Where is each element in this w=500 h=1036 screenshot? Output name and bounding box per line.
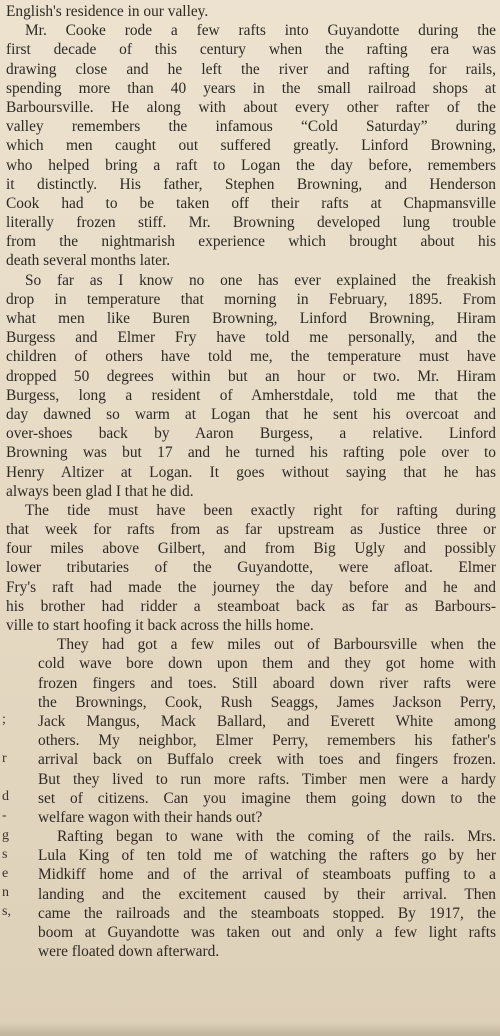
text-line: But they lived to run more rafts. Timber men were a hardy <box>38 770 496 788</box>
text-line: Mr. Cooke rode a few rafts into Guyandotte during the <box>25 22 496 40</box>
text-line: Browning was but 17 and he turned his rafting pole over to <box>6 444 496 462</box>
text-line: death several months later. <box>6 252 171 270</box>
text-line: that week for rafts from as far upstream as Justice three or <box>6 521 496 539</box>
text-line: came the railroads and the steamboats stopped. By 1917, the <box>38 904 496 922</box>
text-line: Fry's raft had made the journey the day before and he and <box>6 578 496 596</box>
text-line: Midkiff home and of the arrival of steamboats puffing to a <box>38 866 496 884</box>
text-line: drawing close and he left the river and rafting for rails, <box>6 60 496 78</box>
article-paragraph <box>6 271 496 501</box>
text-line: frozen fingers and toes. Still aboard down river rafts were <box>38 674 496 692</box>
text-line: arrival back on Buffalo creek with toes and fingers frozen. <box>38 751 496 769</box>
margin-fragment: d <box>2 789 9 805</box>
text-line: what men like Buren Browning, Linford Browning, Hiram <box>6 310 496 327</box>
text-line: landing and the excitement caused by their arrival. Then <box>38 885 496 903</box>
text-line: ville to start hoofing it back across the hills home. <box>6 617 314 634</box>
text-line: boom at Guyandotte was taken out and only a few light rafts <box>38 924 496 941</box>
margin-fragment: s <box>2 846 8 862</box>
text-line: drop in temperature that morning in February, 1895. From <box>6 290 496 308</box>
margin-fragment: g <box>2 827 9 843</box>
text-line: set of citizens. Can you imagine them going down to the <box>38 789 496 807</box>
margin-fragment: - <box>2 808 7 824</box>
text-line: always been glad I that he did. <box>6 482 194 500</box>
text-line: lower tributaries of the Guyandotte, were afloat. Elmer <box>6 559 496 577</box>
text-line: literally frozen stiff. Mr. Browning developed lung trouble <box>6 214 496 232</box>
margin-fragment: n <box>2 885 9 901</box>
text-line: who helped bring a raft to Logan the day before, remembers <box>6 156 496 174</box>
text-line: Rafting began to wane with the coming of the rails. Mrs. <box>57 828 496 846</box>
text-line: So far as I know no one has ever explained the freakish <box>25 271 496 289</box>
margin-fragment: r <box>2 750 7 766</box>
text-line: The tide must have been exactly right for rafting during <box>25 501 496 519</box>
text-line: cold wave bore down upon them and they got home with <box>38 655 496 673</box>
article-column <box>6 2 496 961</box>
text-line: valley remembers the infamous “Cold Saturday” during <box>6 118 496 136</box>
text-line: his brother had ridder a steamboat back as far as Barbours- <box>6 597 496 615</box>
page-bottom-shadow <box>0 1022 500 1036</box>
article-paragraph <box>6 2 496 21</box>
article-paragraph <box>6 827 496 961</box>
left-margin-fragments <box>0 0 14 1036</box>
article-paragraph <box>6 501 496 635</box>
text-line: English's residence in our valley. <box>6 3 209 20</box>
text-line: were floated down afterward. <box>38 943 220 961</box>
text-line: They had got a few miles out of Barboursville when the <box>57 636 496 654</box>
margin-fragment: s, <box>2 904 11 920</box>
text-line: four miles above Gilbert, and from Big Ugly and possibly <box>6 540 496 558</box>
text-line: from the nightmarish experience which brought about his <box>6 233 496 251</box>
text-line: over-shoes back by Aaron Burgess, a relative. Linford <box>6 425 496 443</box>
text-line: children of others have told me, the temperature must have <box>6 348 496 366</box>
text-line: the Brownings, Cook, Rush Seaggs, James Jackson Perry, <box>38 693 496 711</box>
text-line: spending more than 40 years in the small railroad shops at <box>6 79 496 97</box>
text-line: Barboursville. He along with about every other rafter of the <box>6 98 496 116</box>
text-line: Lula King of ten told me of watching the rafters go by her <box>38 847 496 865</box>
text-line: Jack Mangus, Mack Ballard, and Everett White among <box>38 712 496 730</box>
article-paragraph <box>6 21 496 270</box>
text-line: Cook had to be taken off their rafts at Chapmansville <box>6 194 496 212</box>
margin-fragment: ; <box>2 712 6 728</box>
text-line: day dawned so warm at Logan that he sent his overcoat and <box>6 405 496 423</box>
text-line: Burgess, long a resident of Amherstdale, told me that the <box>6 386 496 404</box>
margin-fragment: e <box>2 866 9 881</box>
text-line: dropped 50 degrees within but an hour or two. Mr. Hiram <box>6 367 496 385</box>
text-line: Henry Altizer at Logan. It goes without saying that he has <box>6 463 496 481</box>
text-line: it distinctly. His father, Stephen Browning, and Henderson <box>6 175 496 193</box>
text-line: which men caught out suffered greatly. Linford Browning, <box>6 137 496 155</box>
text-line: first decade of this century when the rafting era was <box>6 41 496 59</box>
text-line: Burgess and Elmer Fry have told me personally, and the <box>6 329 496 347</box>
text-line: others. My neighbor, Elmer Perry, remembers his father's <box>38 732 496 750</box>
article-paragraph <box>6 635 496 827</box>
text-line: welfare wagon with their hands out? <box>38 808 263 826</box>
